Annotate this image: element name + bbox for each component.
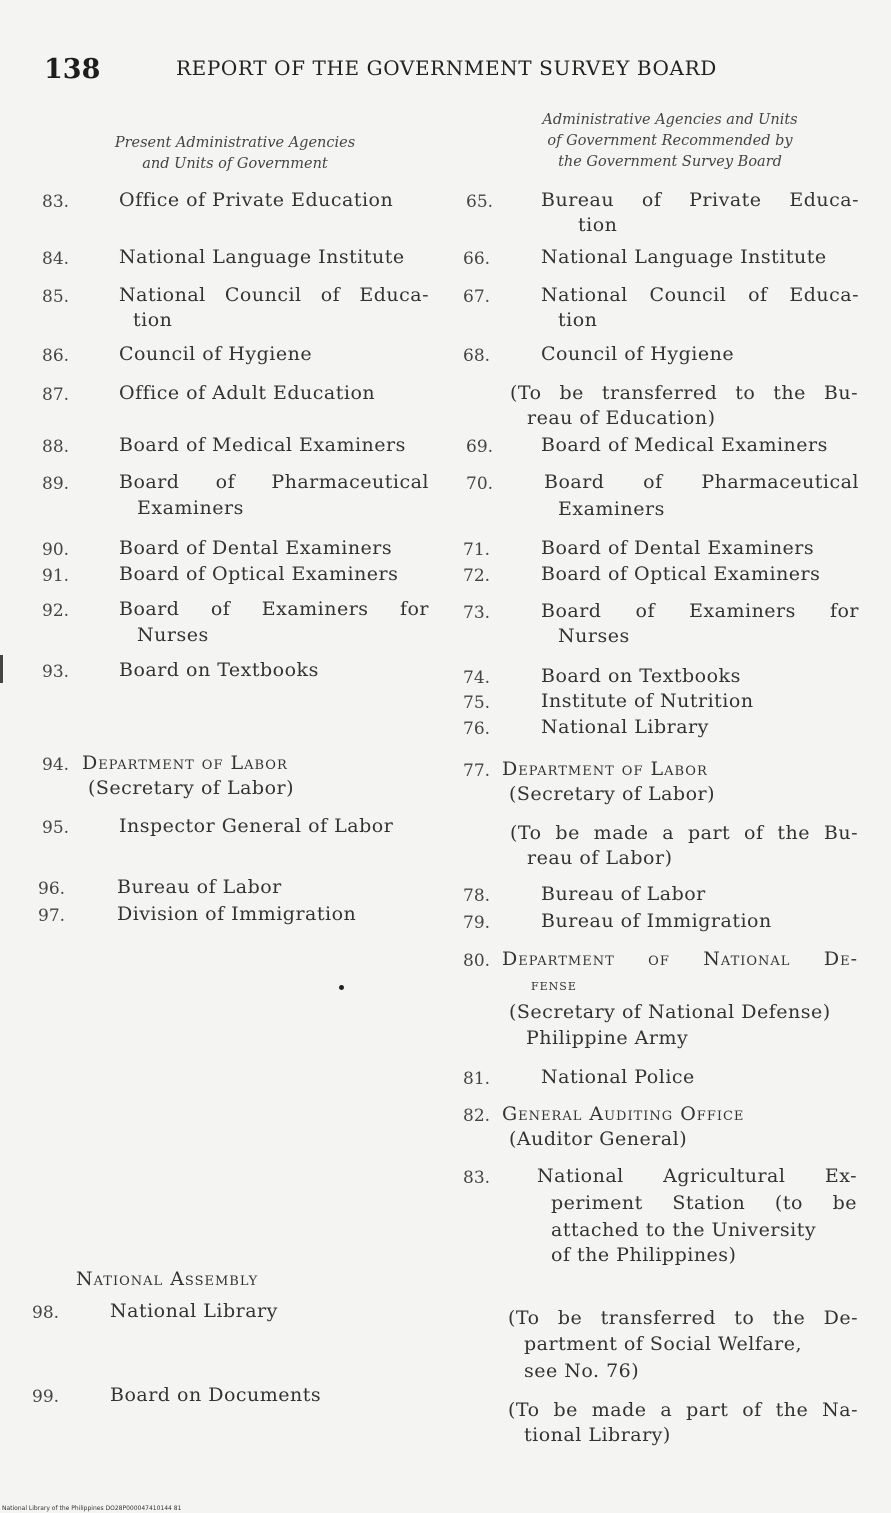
left-entry-number: 86. [42,346,70,366]
left-entry-text: Bureau of Labor [117,876,282,898]
left-entry-text: National Library [110,1300,278,1322]
left-entry-text: Office of Private Education [119,189,394,211]
right-entry-text: (Secretary of National Defense) [509,1001,831,1023]
transfer-note: reau of Labor) [527,847,673,869]
left-entry-text: National Language Institute [119,246,405,268]
left-entry-text: Examiners [137,497,244,519]
footer-watermark: National Library of the Philippines DO28P000047410144 81 [2,1505,182,1512]
department-heading: Department of Labor [82,752,288,774]
right-entry-number: 78. [463,886,491,906]
right-entry-text: (Auditor General) [509,1128,688,1150]
right-entry-number: 81. [463,1069,491,1089]
left-entry-number: 88. [42,437,70,457]
left-heading-line2: and Units of Government [142,156,328,172]
right-entry-text: Bureau of Private Educa- [541,189,859,211]
left-entry-number: 83. [42,192,70,212]
right-entry-text: periment Station (to be [551,1192,857,1214]
right-entry-text: (Secretary of Labor) [509,783,716,805]
transfer-note: (To be transferred to the Bu- [510,382,858,404]
right-entry-text: National Police [541,1066,695,1088]
transfer-note: (To be made a part of the Bu- [510,822,858,844]
right-entry-text: Board on Textbooks [541,665,741,687]
right-entry-number: 67. [463,287,491,307]
left-entry-number: 93. [42,662,70,682]
page-edge-mark [0,655,3,683]
left-entry-number: 92. [42,601,70,621]
right-entry-number: 65. [466,192,494,212]
left-entry-number: 94. [42,755,70,775]
right-entry-number: 77. [463,761,491,781]
left-entry-text: Board on Documents [110,1384,322,1406]
left-entry-number: 84. [42,249,70,269]
right-entry-text: Board of Medical Examiners [541,434,828,456]
right-entry-number: 70. [466,474,494,494]
right-entry-number: 69. [466,437,494,457]
right-entry-text: Council of Hygiene [541,343,735,365]
left-entry-text: Council of Hygiene [119,343,313,365]
right-heading-line1: Administrative Agencies and Units [542,112,798,128]
left-entry-number: 96. [38,879,66,899]
right-entry-text: of the Philippines) [551,1244,737,1266]
right-entry-text: Nurses [558,625,630,647]
right-entry-number: 76. [463,719,491,739]
right-entry-text: Board of Dental Examiners [541,537,815,559]
running-title: REPORT OF THE GOVERNMENT SURVEY BOARD [176,56,717,80]
left-entry-number: 90. [42,540,70,560]
right-entry-number: 73. [463,603,491,623]
right-entry-text: tion [558,309,598,331]
left-entry-text: Inspector General of Labor [119,815,394,837]
left-entry-text: Board of Pharmaceutical [119,471,429,493]
right-entry-text: Institute of Nutrition [541,690,754,712]
transfer-note: (To be made a part of the Na- [508,1399,858,1421]
national-assembly-heading: National Assembly [76,1268,259,1290]
right-entry-number: 66. [463,249,491,269]
left-entry-text: Board on Textbooks [119,659,319,681]
right-entry-text: Philippine Army [526,1027,689,1049]
transfer-note: (To be transferred to the De- [508,1307,858,1329]
left-entry-text: Board of Dental Examiners [119,537,393,559]
left-entry-number: 99. [32,1387,60,1407]
right-entry-text: tion [578,214,618,236]
department-heading: Department of Labor [502,758,708,780]
right-entry-number: 72. [463,566,491,586]
right-entry-text: attached to the University [551,1219,817,1241]
department-heading: Department of National De- [502,948,858,970]
left-entry-text: Office of Adult Education [119,382,376,404]
right-entry-number: 80. [463,951,491,971]
right-entry-number: 79. [463,913,491,933]
right-entry-number: 74. [463,668,491,688]
left-entry-text: Board of Optical Examiners [119,563,399,585]
left-entry-number: 97. [38,906,66,926]
right-entry-text: National Language Institute [541,246,827,268]
left-entry-text: Nurses [137,624,209,646]
right-entry-text: Board of Examiners for [541,600,859,622]
left-entry-number: 95. [42,818,70,838]
transfer-note: partment of Social Welfare, [524,1333,803,1355]
right-entry-number: 82. [463,1106,491,1126]
ink-speck [339,985,344,990]
left-entry-text: tion [133,309,173,331]
right-entry-text: National Agricultural Ex- [537,1165,857,1187]
right-entry-text: Bureau of Immigration [541,910,772,932]
right-entry-text: National Library [541,716,709,738]
right-heading-line2: of Government Recommended by [547,133,793,149]
right-entry-number: 71. [463,540,491,560]
left-entry-number: 87. [42,385,70,405]
right-entry-number: 75. [463,693,491,713]
transfer-note: reau of Education) [527,407,716,429]
left-entry-text: Board of Medical Examiners [119,434,406,456]
right-entry-number: 68. [463,346,491,366]
right-entry-text: Examiners [558,498,665,520]
right-entry-text: Board of Pharmaceutical [544,471,859,493]
transfer-note: tional Library) [524,1424,671,1446]
left-entry-text: (Secretary of Labor) [88,777,295,799]
left-heading-line1: Present Administrative Agencies [114,135,356,151]
department-heading: fense [531,976,577,994]
left-entry-number: 91. [42,566,70,586]
right-entry-text: National Council of Educa- [541,284,859,306]
right-entry-text: Bureau of Labor [541,883,706,905]
right-entry-text: Board of Optical Examiners [541,563,821,585]
left-column-heading [80,133,390,175]
transfer-note: see No. 76) [524,1360,640,1382]
left-entry-number: 98. [32,1303,60,1323]
left-entry-text: Division of Immigration [117,903,357,925]
left-entry-number: 89. [42,474,70,494]
right-heading-line3: the Government Survey Board [558,154,782,170]
left-entry-text: National Council of Educa- [119,284,429,306]
right-column-heading [485,110,855,173]
right-entry-number: 83. [463,1168,491,1188]
page-number: 138 [44,54,101,85]
left-entry-text: Board of Examiners for [119,598,429,620]
office-heading: General Auditing Office [502,1103,745,1125]
left-entry-number: 85. [42,287,70,307]
